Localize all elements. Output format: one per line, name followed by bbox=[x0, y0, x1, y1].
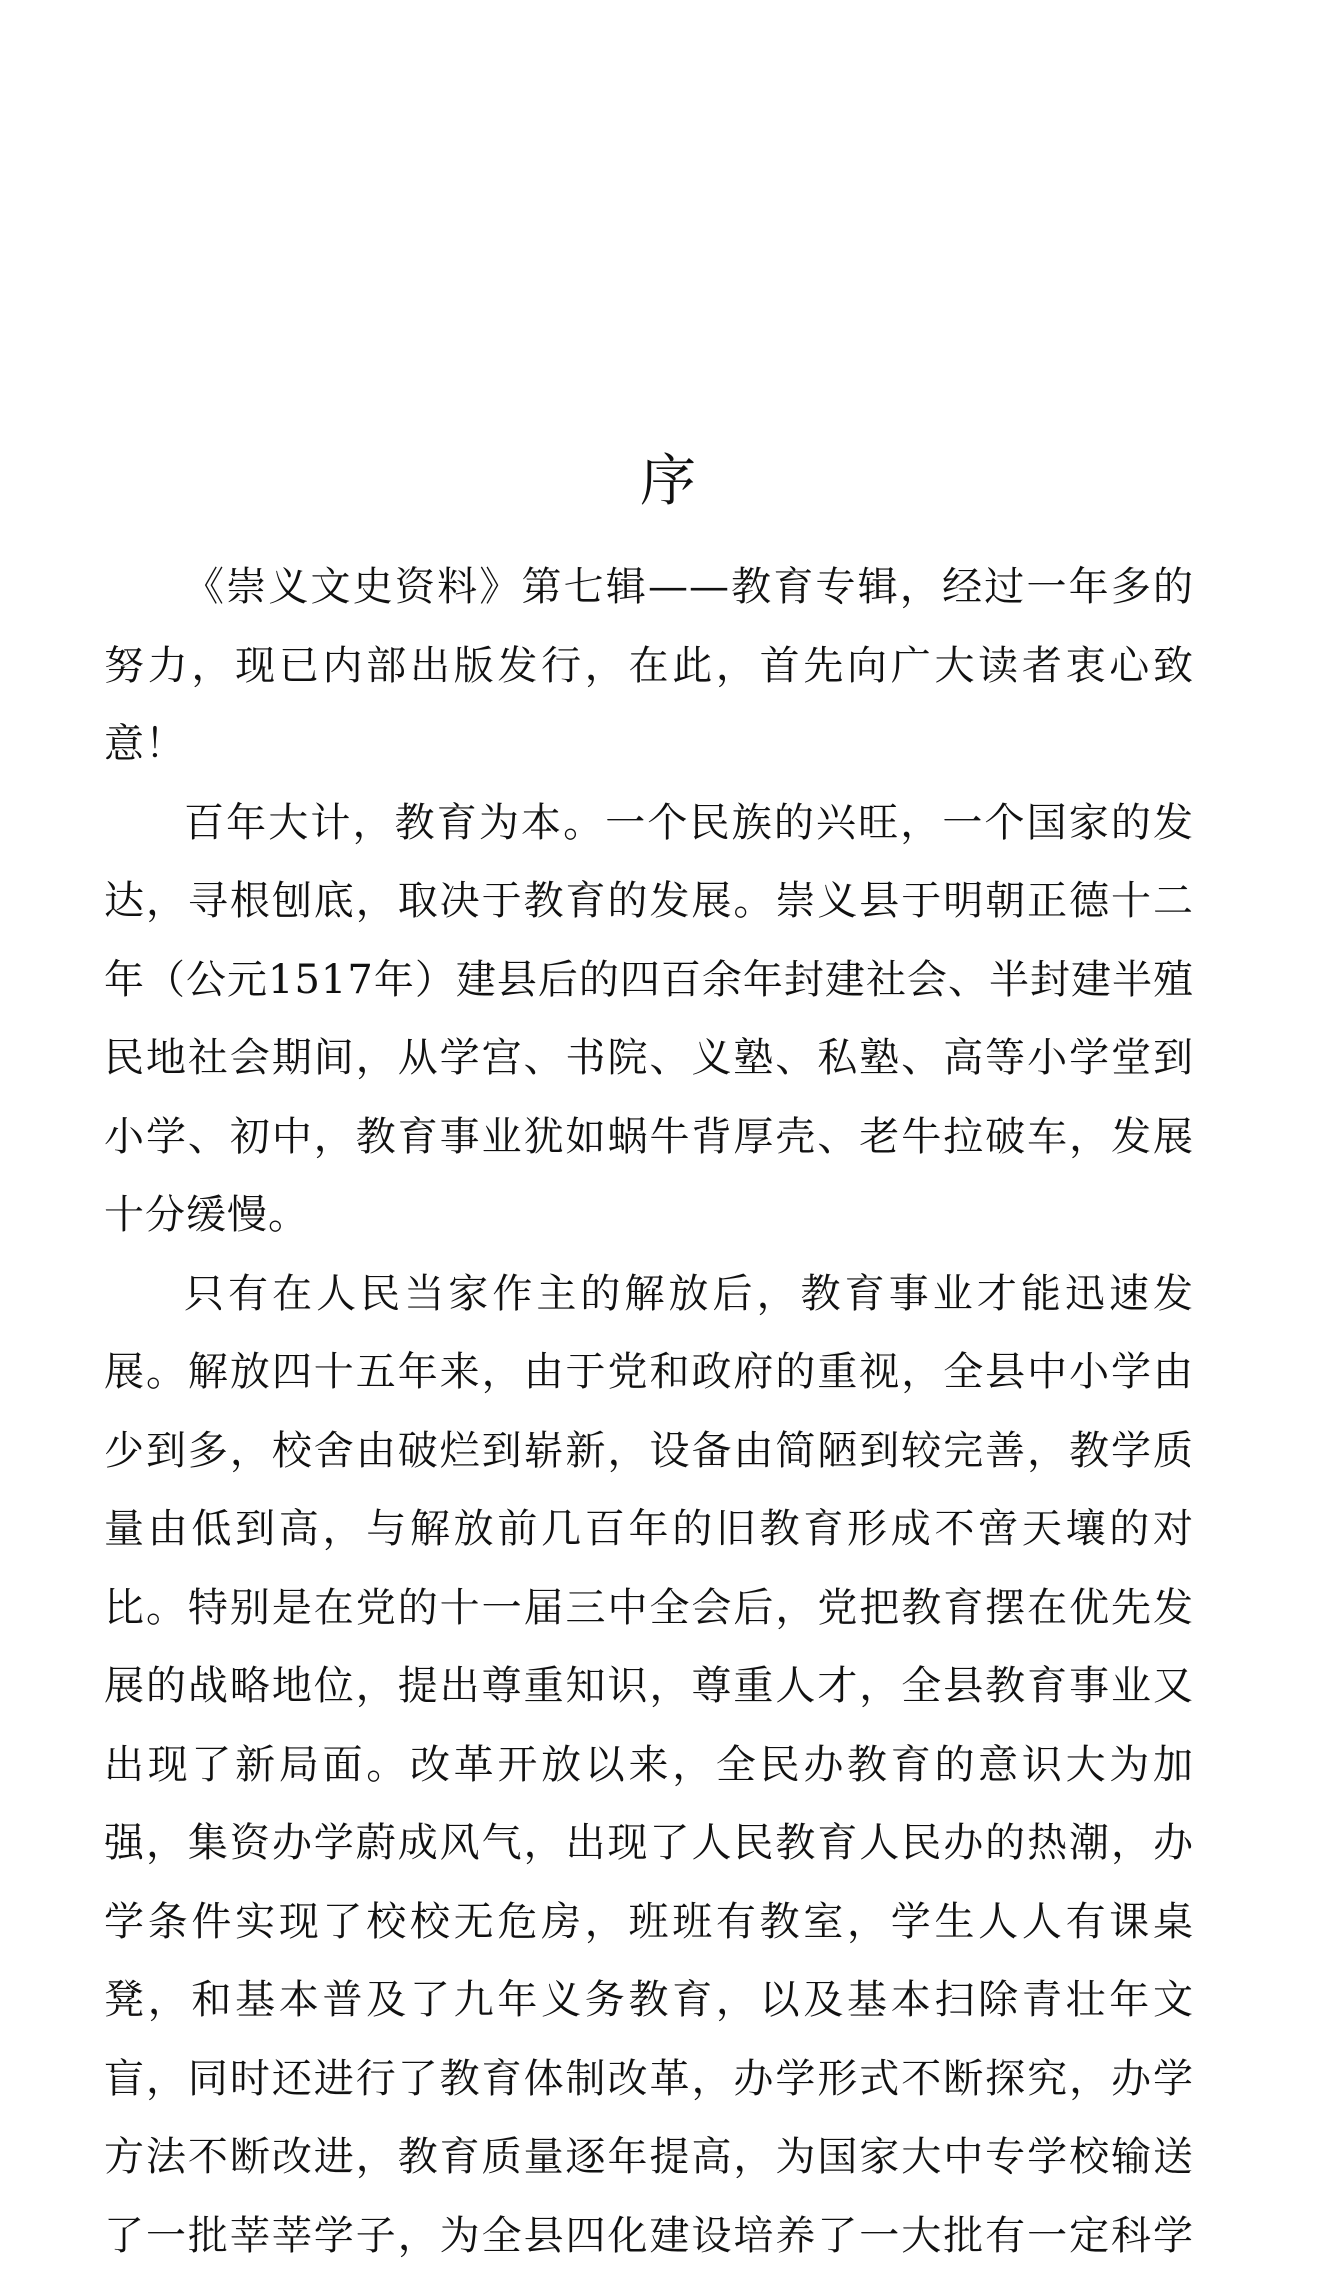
paragraph-1: 《崇义文史资料》第七辑——教育专辑，经过一年多的努力，现已内部出版发行，在此，首先向广大读者衷心致意！ bbox=[104, 548, 1194, 784]
page-title: 序 bbox=[0, 450, 1336, 514]
paragraph-2: 百年大计，教育为本。一个民族的兴旺，一个国家的发达，寻根刨底，取决于教育的发展。崇义县于明朝正德十二年（公元1517年）建县后的四百余年封建社会、半封建半殖民地社会期间，从学宫、书院、义塾、私塾、高等小学堂到小学、初中，教育事业犹如蜗牛背厚壳、老牛拉破车，发展十分缓慢。 bbox=[104, 784, 1194, 1255]
paragraph-3: 只有在人民当家作主的解放后，教育事业才能迅速发展。解放四十五年来，由于党和政府的重视，全县中小学由少到多，校舍由破烂到崭新，设备由简陋到较完善，教学质量由低到高，与解放前几百年的旧教育形成不啻天壤的对比。特别是在党的十一届三中全会后，党把教育摆在优先发展的战略地位，提出尊重知识，尊重人才，全县教育事业又出现了新局面。改革开放以来，全民办教育的意识大为加强，集资办学蔚成风气，出现了人民教育人民办的热潮，办学条件实现了校校无危房，班班有教室，学生人人有课桌凳，和基本普及了九年义务教育，以及基本扫除青壮年文盲，同时还进行了教育体制改革，办学形式不断探究，办学方法不断改进，教育质量逐年提高，为国家大中专学校输送了一批莘莘学子，为全县四化建设培养了一大批有一定科学 bbox=[104, 1255, 1194, 2275]
body-text bbox=[104, 548, 1194, 2275]
